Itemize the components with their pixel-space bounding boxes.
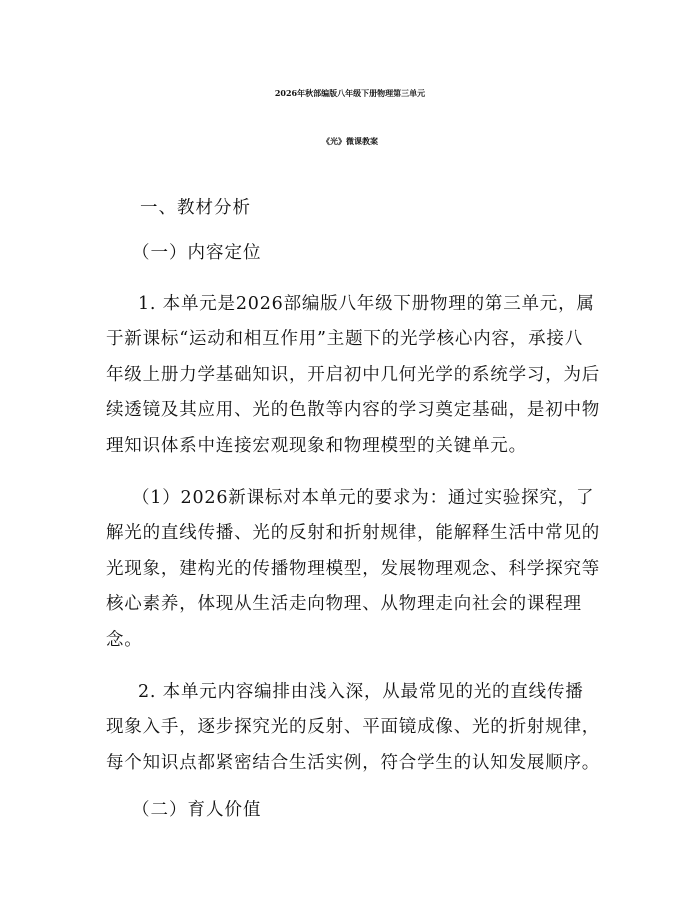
- paragraph-line: （1）2026新课标对本单元的要求为：通过实验探究，了: [132, 488, 595, 508]
- paragraph-line: 1. 本单元是2026部编版八年级下册物理的第三单元，属: [138, 294, 595, 314]
- paragraph-line: 于新课标“运动和相互作用”主题下的光学核心内容，承接八: [106, 329, 583, 349]
- subsection-heading-content-positioning: （一）内容定位: [132, 243, 262, 263]
- paragraph-line: 每个知识点都紧密结合生活实例，符合学生的认知发展顺序。: [106, 753, 601, 773]
- paragraph-line: 念。: [106, 630, 143, 650]
- paragraph-line: 2. 本单元内容编排由浅入深，从最常见的光的直线传播: [138, 682, 584, 702]
- subsection-heading-educational-value: （二）育人价值: [132, 800, 262, 820]
- paragraph-line: 光现象，建构光的传播物理模型，发展物理观念、科学探究等: [106, 559, 601, 579]
- paragraph-line: 续透镜及其应用、光的色散等内容的学习奠定基础，是初中物: [106, 400, 601, 420]
- section-heading-textbook-analysis: 一、教材分析: [140, 198, 251, 218]
- paragraph-line: 现象入手，逐步探究光的反射、平面镜成像、光的折射规律，: [106, 717, 601, 737]
- paragraph-line: 核心素养，体现从生活走向物理、从物理走向社会的课程理: [106, 594, 582, 614]
- paragraph-line: 理知识体系中连接宏观现象和物理模型的关键单元。: [106, 436, 527, 456]
- document-title-line-2: 《光》微课教案: [322, 136, 378, 146]
- paragraph-line: 解光的直线传播、光的反射和折射规律，能解释生活中常见的: [106, 523, 601, 543]
- paragraph-line: 年级上册力学基础知识，开启初中几何光学的系统学习，为后: [106, 365, 601, 385]
- document-title-line-1: 2026年秋部编版八年级下册物理第三单元: [274, 88, 426, 98]
